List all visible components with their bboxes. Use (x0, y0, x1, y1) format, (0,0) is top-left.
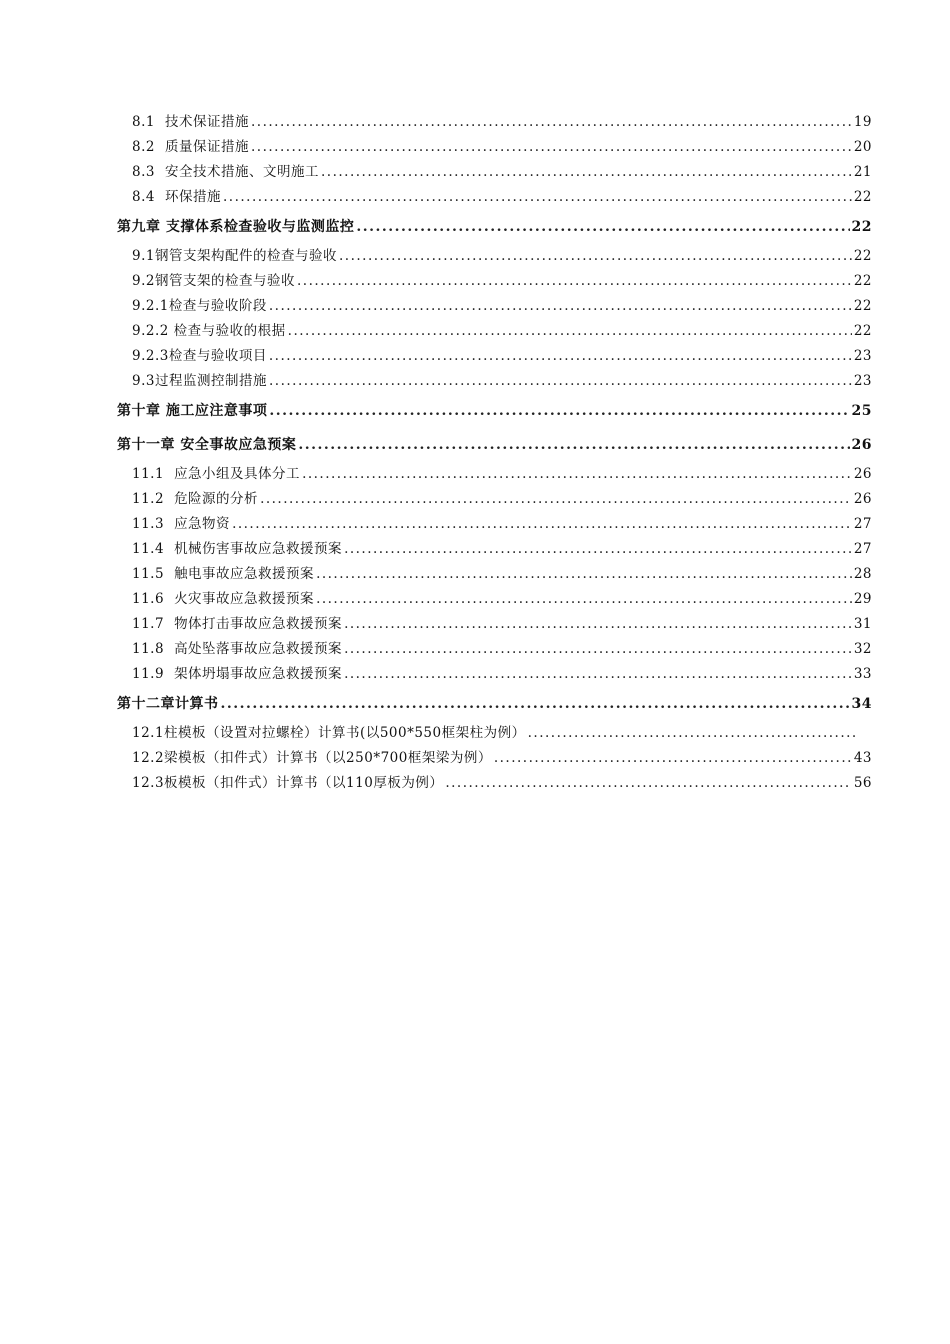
toc-dot-leader (344, 637, 852, 662)
toc-entry-number: 11.8 (132, 641, 165, 657)
toc-page-number: 21 (853, 164, 872, 180)
toc-entry-title: 火灾事故应急救援预案 (174, 591, 315, 607)
toc-page-number: 22 (851, 219, 872, 235)
toc-dot-leader (339, 244, 852, 269)
toc-entry-number: 11.3 (132, 516, 165, 532)
toc-dot-leader (269, 344, 852, 369)
toc-entry-title: 架体坍塌事故应急救援预案 (174, 666, 343, 682)
toc-entry-number: 11.5 (132, 566, 165, 582)
toc-dot-leader (251, 110, 852, 135)
toc-page-number: 26 (853, 466, 872, 482)
toc-entry-title: 9.2.1检查与验收阶段 (132, 298, 267, 314)
table-of-contents (117, 110, 872, 796)
toc-page-number: 22 (853, 248, 872, 264)
toc-section-entry[interactable] (117, 721, 872, 746)
toc-page-number: 26 (851, 437, 872, 453)
toc-page-number: 32 (853, 641, 872, 657)
toc-entry-title: 安全技术措施、文明施工 (164, 164, 319, 180)
toc-entry-title: 高处坠落事故应急救援预案 (174, 641, 343, 657)
toc-entry-number: 11.4 (132, 541, 165, 557)
toc-dot-leader (316, 587, 852, 612)
toc-dot-leader (316, 562, 852, 587)
toc-entry-title: 机械伤害事故应急救援预案 (174, 541, 343, 557)
toc-section-entry[interactable] (117, 160, 872, 185)
toc-dot-leader (232, 512, 852, 537)
toc-section-entry[interactable] (117, 269, 872, 294)
toc-entry-number: 8.4 (132, 189, 155, 205)
toc-entry-title: 环保措施 (164, 189, 221, 205)
toc-entry-title: 物体打击事故应急救援预案 (174, 616, 343, 632)
toc-entry-title: 第十二章计算书 (117, 696, 219, 712)
toc-page-number: 23 (853, 373, 872, 389)
toc-entry-number: 11.2 (132, 491, 165, 507)
toc-entry-title: 12.3板模板（扣件式）计算书（以110厚板为例） (132, 775, 444, 791)
toc-page-number: 34 (851, 696, 872, 712)
toc-chapter-entry[interactable] (117, 210, 872, 244)
toc-dot-leader (344, 612, 852, 637)
toc-page-number: 20 (853, 139, 872, 155)
toc-page-number: 23 (853, 348, 872, 364)
toc-section-entry[interactable] (117, 637, 872, 662)
toc-dot-leader (321, 160, 852, 185)
toc-entry-number: 8.3 (132, 164, 155, 180)
toc-entry-number: 11.6 (132, 591, 165, 607)
toc-entry-title: 应急小组及具体分工 (174, 466, 301, 482)
toc-section-entry[interactable] (117, 612, 872, 637)
toc-entry-title: 9.2.3检查与验收项目 (132, 348, 267, 364)
toc-page-number: 31 (853, 616, 872, 632)
toc-dot-leader (356, 210, 849, 244)
toc-entry-title: 9.1钢管支架构配件的检查与验收 (132, 248, 337, 264)
toc-section-entry[interactable] (117, 587, 872, 612)
toc-entry-title: 12.2梁模板（扣件式）计算书（以250*700框架梁为例） (132, 750, 492, 766)
toc-entry-title: 质量保证措施 (164, 139, 249, 155)
toc-entry-number: 8.2 (132, 139, 155, 155)
toc-entry-title: 9.2钢管支架的检查与验收 (132, 273, 295, 289)
toc-dot-leader (260, 487, 852, 512)
toc-page-number: 22 (853, 323, 872, 339)
toc-dot-leader (445, 771, 851, 796)
toc-dot-leader (251, 135, 852, 160)
toc-section-entry[interactable] (117, 135, 872, 160)
toc-dot-leader (288, 319, 852, 344)
toc-entry-title: 9.3过程监测控制措施 (132, 373, 267, 389)
toc-section-entry[interactable] (117, 294, 872, 319)
toc-page-number: 28 (853, 566, 872, 582)
toc-dot-leader (344, 662, 852, 687)
toc-entry-title: 第十一章 安全事故应急预案 (117, 437, 297, 453)
toc-dot-leader (269, 369, 852, 394)
toc-entry-title: 9.2.2 检查与验收的根据 (132, 323, 286, 339)
toc-page-number: 29 (853, 591, 872, 607)
toc-page-number: 26 (853, 491, 872, 507)
toc-section-entry[interactable] (117, 487, 872, 512)
toc-section-entry[interactable] (117, 537, 872, 562)
toc-section-entry[interactable] (117, 771, 872, 796)
toc-dot-leader (223, 185, 852, 210)
toc-section-entry[interactable] (117, 185, 872, 210)
toc-page-number: 22 (853, 273, 872, 289)
toc-section-entry[interactable] (117, 662, 872, 687)
toc-section-entry[interactable] (117, 512, 872, 537)
toc-page-number: 22 (853, 189, 872, 205)
toc-page-number: 43 (853, 750, 872, 766)
toc-dot-leader (269, 294, 852, 319)
toc-dot-leader (494, 746, 852, 771)
toc-chapter-entry[interactable] (117, 394, 872, 428)
toc-entry-number: 8.1 (132, 114, 155, 130)
toc-entry-title: 第九章 支撑体系检查验收与监测监控 (117, 219, 355, 235)
toc-entry-title: 危险源的分析 (174, 491, 259, 507)
toc-page-number: 25 (851, 403, 872, 419)
toc-page-number: 33 (853, 666, 872, 682)
toc-entry-title: 第十章 施工应注意事项 (117, 403, 268, 419)
toc-entry-number: 11.1 (132, 466, 165, 482)
toc-dot-leader (302, 462, 852, 487)
toc-dot-leader (298, 428, 849, 462)
toc-entry-number: 11.7 (132, 616, 165, 632)
toc-entry-title: 12.1柱模板（设置对拉螺栓）计算书(以500*550框架柱为例） (132, 725, 526, 741)
toc-page-number: 27 (853, 516, 872, 532)
toc-entry-number: 11.9 (132, 666, 165, 682)
toc-chapter-entry[interactable] (117, 428, 872, 462)
toc-section-entry[interactable] (117, 110, 872, 135)
toc-page-number: 22 (853, 298, 872, 314)
toc-section-entry[interactable] (117, 369, 872, 394)
toc-page-number: 19 (853, 114, 872, 130)
toc-entry-title: 应急物资 (174, 516, 231, 532)
toc-dot-leader (269, 394, 849, 428)
toc-section-entry[interactable] (117, 462, 872, 487)
toc-dot-leader (344, 537, 852, 562)
toc-entry-title: 触电事故应急救援预案 (174, 566, 315, 582)
toc-entry-title: 技术保证措施 (164, 114, 249, 130)
toc-section-entry[interactable] (117, 244, 872, 269)
toc-page-number: 56 (853, 775, 872, 791)
toc-section-entry[interactable] (117, 319, 872, 344)
toc-dot-leader (528, 721, 856, 746)
toc-dot-leader (297, 269, 852, 294)
toc-dot-leader (221, 687, 850, 721)
toc-chapter-entry[interactable] (117, 687, 872, 721)
toc-section-entry[interactable] (117, 562, 872, 587)
toc-section-entry[interactable] (117, 344, 872, 369)
toc-page-number: 27 (853, 541, 872, 557)
toc-section-entry[interactable] (117, 746, 872, 771)
